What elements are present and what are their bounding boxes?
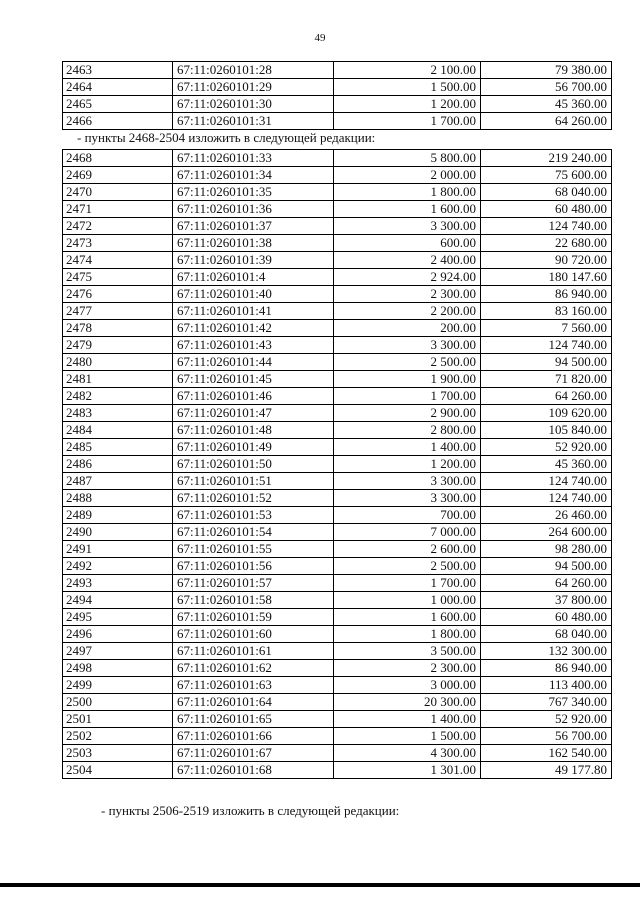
area-cell: 2 200.00: [334, 303, 481, 320]
table-row: [63, 558, 612, 575]
table-row: [63, 422, 612, 439]
item-number-cell: 2499: [63, 677, 173, 694]
cadastral-number-cell: 67:11:0260101:44: [173, 354, 334, 371]
area-cell: 3 300.00: [334, 337, 481, 354]
page-number: 49: [314, 32, 326, 44]
cadastral-number-cell: 67:11:0260101:62: [173, 660, 334, 677]
area-cell: 2 600.00: [334, 541, 481, 558]
area-cell: 2 500.00: [334, 558, 481, 575]
value-cell: 45 360.00: [481, 456, 612, 473]
area-cell: 5 800.00: [334, 150, 481, 167]
cadastral-number-cell: 67:11:0260101:42: [173, 320, 334, 337]
cadastral-number-cell: 67:11:0260101:66: [173, 728, 334, 745]
area-cell: 1 200.00: [334, 96, 481, 113]
table-row: [63, 388, 612, 405]
item-number-cell: 2492: [63, 558, 173, 575]
item-number-cell: 2496: [63, 626, 173, 643]
value-cell: 86 940.00: [481, 286, 612, 303]
area-cell: 1 700.00: [334, 113, 481, 130]
item-number-cell: 2489: [63, 507, 173, 524]
item-number-cell: 2501: [63, 711, 173, 728]
value-cell: 64 260.00: [481, 575, 612, 592]
cadastral-number-cell: 67:11:0260101:48: [173, 422, 334, 439]
table-row: [63, 62, 612, 79]
land-plots-table-part-2: [62, 149, 612, 779]
cadastral-number-cell: 67:11:0260101:61: [173, 643, 334, 660]
value-cell: 79 380.00: [481, 62, 612, 79]
table-row: [63, 762, 612, 779]
value-cell: 49 177.80: [481, 762, 612, 779]
table-row: [63, 439, 612, 456]
area-cell: 700.00: [334, 507, 481, 524]
item-number-cell: 2479: [63, 337, 173, 354]
table-row: [63, 337, 612, 354]
value-cell: 94 500.00: [481, 354, 612, 371]
area-cell: 1 000.00: [334, 592, 481, 609]
item-number-cell: 2475: [63, 269, 173, 286]
table-row: [63, 113, 612, 130]
table-row: [63, 524, 612, 541]
item-number-cell: 2497: [63, 643, 173, 660]
table-row: [63, 184, 612, 201]
value-cell: 124 740.00: [481, 337, 612, 354]
area-cell: 1 800.00: [334, 626, 481, 643]
value-cell: 113 400.00: [481, 677, 612, 694]
value-cell: 264 600.00: [481, 524, 612, 541]
value-cell: 68 040.00: [481, 184, 612, 201]
cadastral-number-cell: 67:11:0260101:35: [173, 184, 334, 201]
area-cell: 2 000.00: [334, 167, 481, 184]
item-number-cell: 2504: [63, 762, 173, 779]
table-row: [63, 626, 612, 643]
value-cell: 219 240.00: [481, 150, 612, 167]
value-cell: 56 700.00: [481, 728, 612, 745]
item-number-cell: 2482: [63, 388, 173, 405]
cadastral-number-cell: 67:11:0260101:30: [173, 96, 334, 113]
table-row: [63, 96, 612, 113]
value-cell: 124 740.00: [481, 490, 612, 507]
table-row: [63, 218, 612, 235]
value-cell: 45 360.00: [481, 96, 612, 113]
value-cell: 22 680.00: [481, 235, 612, 252]
cadastral-number-cell: 67:11:0260101:46: [173, 388, 334, 405]
item-number-cell: 2464: [63, 79, 173, 96]
cadastral-number-cell: 67:11:0260101:67: [173, 745, 334, 762]
area-cell: 2 800.00: [334, 422, 481, 439]
cadastral-number-cell: 67:11:0260101:53: [173, 507, 334, 524]
value-cell: 105 840.00: [481, 422, 612, 439]
item-number-cell: 2474: [63, 252, 173, 269]
table-row: [63, 286, 612, 303]
area-cell: 20 300.00: [334, 694, 481, 711]
table-row: [63, 473, 612, 490]
area-cell: 3 000.00: [334, 677, 481, 694]
table-row: [63, 609, 612, 626]
value-cell: 83 160.00: [481, 303, 612, 320]
cadastral-number-cell: 67:11:0260101:68: [173, 762, 334, 779]
value-cell: 52 920.00: [481, 439, 612, 456]
area-cell: 7 000.00: [334, 524, 481, 541]
value-cell: 90 720.00: [481, 252, 612, 269]
area-cell: 1 200.00: [334, 456, 481, 473]
item-number-cell: 2471: [63, 201, 173, 218]
item-number-cell: 2478: [63, 320, 173, 337]
amendment-note-2468-2504: - пункты 2468-2504 изложить в следующей редакции:: [77, 130, 376, 145]
cadastral-number-cell: 67:11:0260101:47: [173, 405, 334, 422]
value-cell: 75 600.00: [481, 167, 612, 184]
value-cell: 56 700.00: [481, 79, 612, 96]
area-cell: 1 500.00: [334, 728, 481, 745]
value-cell: 162 540.00: [481, 745, 612, 762]
table-row: [63, 660, 612, 677]
area-cell: 3 300.00: [334, 473, 481, 490]
value-cell: 180 147.60: [481, 269, 612, 286]
area-cell: 1 700.00: [334, 575, 481, 592]
area-cell: 3 300.00: [334, 218, 481, 235]
value-cell: 71 820.00: [481, 371, 612, 388]
cadastral-number-cell: 67:11:0260101:36: [173, 201, 334, 218]
item-number-cell: 2502: [63, 728, 173, 745]
item-number-cell: 2487: [63, 473, 173, 490]
value-cell: 124 740.00: [481, 218, 612, 235]
cadastral-number-cell: 67:11:0260101:58: [173, 592, 334, 609]
item-number-cell: 2486: [63, 456, 173, 473]
item-number-cell: 2491: [63, 541, 173, 558]
item-number-cell: 2485: [63, 439, 173, 456]
cadastral-number-cell: 67:11:0260101:45: [173, 371, 334, 388]
cadastral-number-cell: 67:11:0260101:50: [173, 456, 334, 473]
land-plots-table-part-1: [62, 61, 612, 130]
area-cell: 1 800.00: [334, 184, 481, 201]
table-row: [63, 167, 612, 184]
cadastral-number-cell: 67:11:0260101:60: [173, 626, 334, 643]
item-number-cell: 2493: [63, 575, 173, 592]
area-cell: 1 900.00: [334, 371, 481, 388]
table-row: [63, 694, 612, 711]
item-number-cell: 2494: [63, 592, 173, 609]
item-number-cell: 2484: [63, 422, 173, 439]
area-cell: 1 700.00: [334, 388, 481, 405]
table-row: [63, 235, 612, 252]
item-number-cell: 2472: [63, 218, 173, 235]
area-cell: 1 400.00: [334, 439, 481, 456]
item-number-cell: 2469: [63, 167, 173, 184]
area-cell: 2 300.00: [334, 286, 481, 303]
cadastral-number-cell: 67:11:0260101:41: [173, 303, 334, 320]
cadastral-number-cell: 67:11:0260101:34: [173, 167, 334, 184]
value-cell: 60 480.00: [481, 609, 612, 626]
item-number-cell: 2488: [63, 490, 173, 507]
table-row: [63, 269, 612, 286]
cadastral-number-cell: 67:11:0260101:31: [173, 113, 334, 130]
table-row: [63, 575, 612, 592]
cadastral-number-cell: 67:11:0260101:54: [173, 524, 334, 541]
item-number-cell: 2470: [63, 184, 173, 201]
item-number-cell: 2473: [63, 235, 173, 252]
cadastral-number-cell: 67:11:0260101:29: [173, 79, 334, 96]
area-cell: 2 100.00: [334, 62, 481, 79]
item-number-cell: 2465: [63, 96, 173, 113]
cadastral-number-cell: 67:11:0260101:55: [173, 541, 334, 558]
cadastral-number-cell: 67:11:0260101:57: [173, 575, 334, 592]
table-row: [63, 201, 612, 218]
item-number-cell: 2480: [63, 354, 173, 371]
cadastral-number-cell: 67:11:0260101:28: [173, 62, 334, 79]
value-cell: 124 740.00: [481, 473, 612, 490]
value-cell: 7 560.00: [481, 320, 612, 337]
cadastral-number-cell: 67:11:0260101:33: [173, 150, 334, 167]
table-row: [63, 320, 612, 337]
cadastral-number-cell: 67:11:0260101:37: [173, 218, 334, 235]
value-cell: 109 620.00: [481, 405, 612, 422]
area-cell: 600.00: [334, 235, 481, 252]
table-row: [63, 728, 612, 745]
table-row: [63, 592, 612, 609]
value-cell: 98 280.00: [481, 541, 612, 558]
area-cell: 3 300.00: [334, 490, 481, 507]
value-cell: 94 500.00: [481, 558, 612, 575]
item-number-cell: 2498: [63, 660, 173, 677]
table-row: [63, 303, 612, 320]
item-number-cell: 2495: [63, 609, 173, 626]
table-row: [63, 79, 612, 96]
table-row: [63, 371, 612, 388]
value-cell: 132 300.00: [481, 643, 612, 660]
area-cell: 2 900.00: [334, 405, 481, 422]
footer-rule: [0, 883, 640, 887]
item-number-cell: 2466: [63, 113, 173, 130]
value-cell: 60 480.00: [481, 201, 612, 218]
area-cell: 1 600.00: [334, 609, 481, 626]
table-row: [63, 405, 612, 422]
area-cell: 1 400.00: [334, 711, 481, 728]
cadastral-number-cell: 67:11:0260101:64: [173, 694, 334, 711]
table-row: [63, 745, 612, 762]
item-number-cell: 2490: [63, 524, 173, 541]
area-cell: 2 300.00: [334, 660, 481, 677]
area-cell: 2 500.00: [334, 354, 481, 371]
table-row: [63, 677, 612, 694]
item-number-cell: 2463: [63, 62, 173, 79]
cadastral-number-cell: 67:11:0260101:63: [173, 677, 334, 694]
cadastral-number-cell: 67:11:0260101:38: [173, 235, 334, 252]
table-row: [63, 456, 612, 473]
area-cell: 1 301.00: [334, 762, 481, 779]
cadastral-number-cell: 67:11:0260101:4: [173, 269, 334, 286]
table-row: [63, 541, 612, 558]
item-number-cell: 2500: [63, 694, 173, 711]
value-cell: 37 800.00: [481, 592, 612, 609]
item-number-cell: 2481: [63, 371, 173, 388]
table-row: [63, 150, 612, 167]
value-cell: 64 260.00: [481, 388, 612, 405]
cadastral-number-cell: 67:11:0260101:43: [173, 337, 334, 354]
area-cell: 3 500.00: [334, 643, 481, 660]
cadastral-number-cell: 67:11:0260101:49: [173, 439, 334, 456]
table-row: [63, 643, 612, 660]
area-cell: 1 600.00: [334, 201, 481, 218]
amendment-note-2506-2519: - пункты 2506-2519 изложить в следующей редакции:: [101, 803, 400, 818]
value-cell: 52 920.00: [481, 711, 612, 728]
area-cell: 1 500.00: [334, 79, 481, 96]
table-row: [63, 490, 612, 507]
value-cell: 767 340.00: [481, 694, 612, 711]
item-number-cell: 2468: [63, 150, 173, 167]
item-number-cell: 2476: [63, 286, 173, 303]
cadastral-number-cell: 67:11:0260101:52: [173, 490, 334, 507]
value-cell: 86 940.00: [481, 660, 612, 677]
cadastral-number-cell: 67:11:0260101:56: [173, 558, 334, 575]
cadastral-number-cell: 67:11:0260101:59: [173, 609, 334, 626]
value-cell: 26 460.00: [481, 507, 612, 524]
cadastral-number-cell: 67:11:0260101:65: [173, 711, 334, 728]
table-row: [63, 354, 612, 371]
cadastral-number-cell: 67:11:0260101:40: [173, 286, 334, 303]
value-cell: 68 040.00: [481, 626, 612, 643]
table-row: [63, 507, 612, 524]
cadastral-number-cell: 67:11:0260101:39: [173, 252, 334, 269]
item-number-cell: 2503: [63, 745, 173, 762]
item-number-cell: 2477: [63, 303, 173, 320]
table-row: [63, 711, 612, 728]
value-cell: 64 260.00: [481, 113, 612, 130]
area-cell: 4 300.00: [334, 745, 481, 762]
area-cell: 2 400.00: [334, 252, 481, 269]
area-cell: 2 924.00: [334, 269, 481, 286]
cadastral-number-cell: 67:11:0260101:51: [173, 473, 334, 490]
table-row: [63, 252, 612, 269]
area-cell: 200.00: [334, 320, 481, 337]
item-number-cell: 2483: [63, 405, 173, 422]
